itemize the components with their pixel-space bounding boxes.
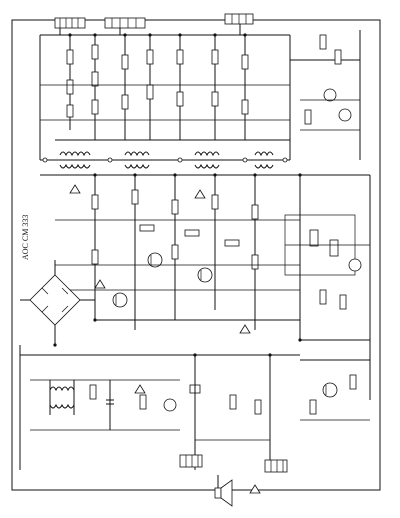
diagram-title: AOC CM 333	[21, 214, 30, 260]
resistor-column-5	[177, 35, 183, 140]
middle-transistors	[113, 253, 212, 307]
warning-triangles	[70, 185, 260, 493]
resistor-column-3	[122, 35, 128, 140]
top-connector-right	[225, 14, 253, 24]
resistor-column-6	[212, 35, 218, 140]
coil-row	[40, 152, 290, 168]
bottom-connector-right	[265, 460, 287, 472]
resistor-column-1	[67, 35, 73, 130]
lower-middle	[140, 355, 270, 470]
resistor-column-4	[147, 35, 153, 140]
lower-right-stage	[300, 360, 370, 420]
speaker-symbol	[215, 475, 232, 506]
resistor-column-2	[92, 35, 98, 140]
top-connector-left	[55, 18, 85, 28]
resistor-column-7	[242, 35, 248, 140]
right-block	[285, 175, 370, 400]
junction-dots	[53, 33, 301, 356]
top-connector-mid	[105, 18, 145, 28]
top-right-transistor-group	[290, 30, 360, 160]
bottom-connector-left	[180, 455, 202, 467]
bridge-rectifier	[20, 260, 95, 345]
mains-filter	[30, 380, 180, 430]
